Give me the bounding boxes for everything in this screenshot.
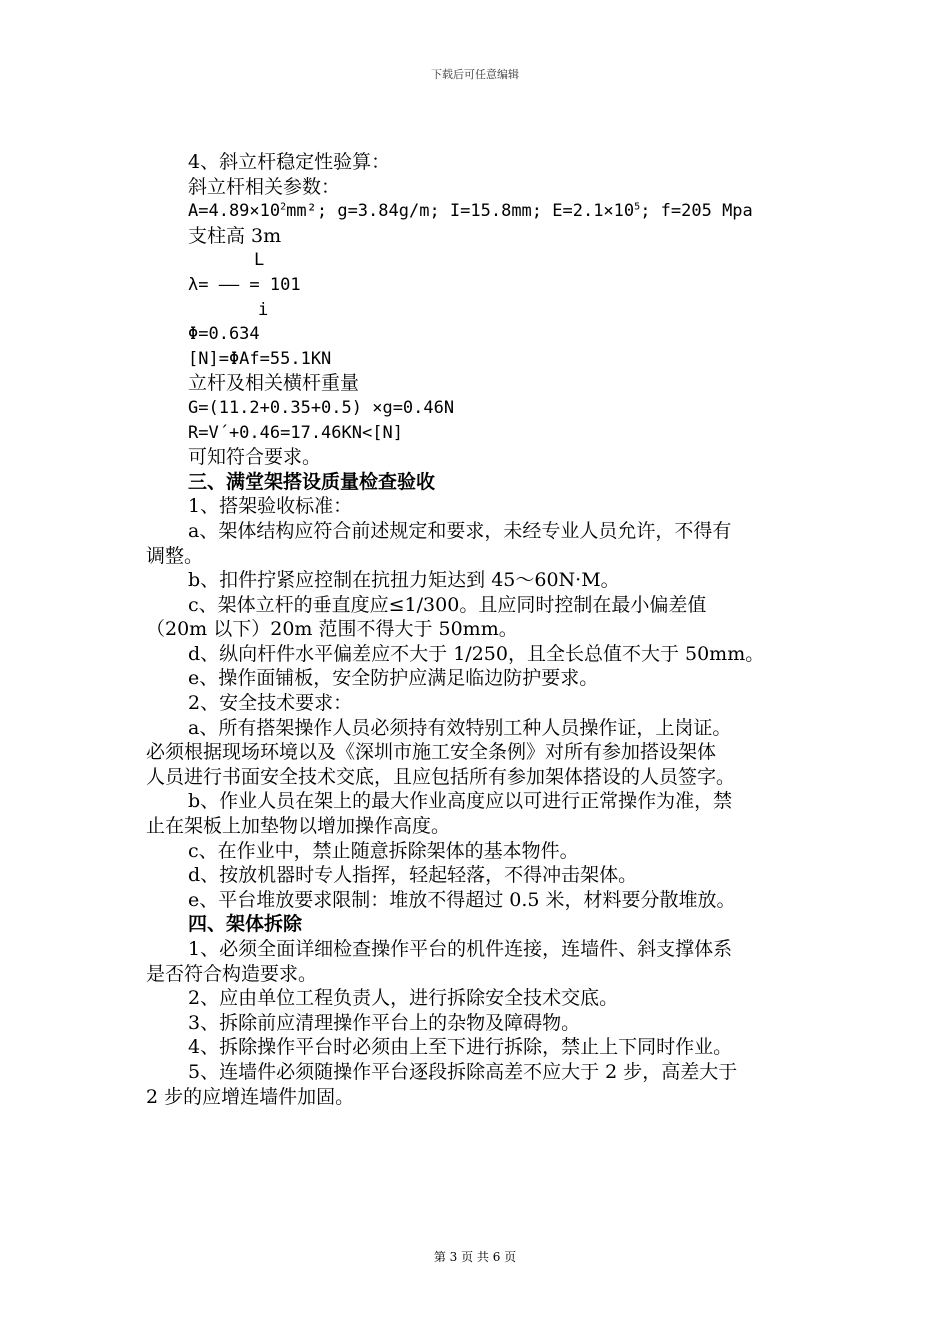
- safety-b-line2: 止在架板上加垫物以增加操作高度。: [146, 815, 451, 838]
- page-header: 下载后可任意编辑: [431, 68, 519, 81]
- safety-title: 2、安全技术要求：: [188, 692, 353, 715]
- section-4b-heading: 四、架体拆除: [188, 913, 303, 936]
- dismantle-3: 3、拆除前应清理操作平台上的杂物及障碍物。: [188, 1011, 581, 1034]
- safety-a-line2: 必须根据现场环境以及《深圳市施工安全条例》对所有参加搭设架体: [146, 741, 717, 764]
- standard-a-line2: 调整。: [146, 544, 204, 567]
- dismantle-4: 4、拆除操作平台时必须由上至下进行拆除，禁止上下同时作业。: [188, 1036, 733, 1059]
- params-line: $A=4.89\times 10^2mm^2$; g=3.84g/m; I=15.8mm; $E=2.1\times 10^5$; f=205 Mpa: [188, 201, 753, 222]
- safety-d: d、按放机器时专人指挥，轻起轻落，不得冲击架体。: [188, 864, 638, 887]
- standard-e: e、操作面铺板，安全防护应满足临边防护要求。: [188, 667, 599, 690]
- safety-c: c、在作业中，禁止随意拆除架体的基本物件。: [188, 839, 579, 862]
- standard-b: b、扣件拧紧应控制在抗扭力矩达到 45～60N·M。: [188, 569, 620, 592]
- section-4-title: 4、斜立杆稳定性验算：: [188, 151, 391, 173]
- fraction-numerator: L: [254, 250, 265, 271]
- standard-d: d、纵向杆件水平偏差应不大于 1/250，且全长总值不大于 50mm。: [188, 642, 765, 665]
- inspection-standard-title: 1、搭架验收标准：: [188, 495, 353, 518]
- r-formula: R=V´+0.46=17.46KN<[N]: [188, 422, 403, 443]
- standard-c-line1: c、架体立杆的垂直度应≤1/300。且应同时控制在最小偏差值: [188, 593, 707, 616]
- params-title: 斜立杆相关参数：: [188, 175, 341, 198]
- safety-e: e、平台堆放要求限制：堆放不得超过 0.5 米，材料要分散堆放。: [188, 888, 736, 911]
- weight-title: 立杆及相关横杆重量: [188, 372, 360, 395]
- page-footer: 第 3 页 共 6 页: [433, 1250, 517, 1264]
- dismantle-1-line1: 1、必须全面详细检查操作平台的机件连接，连墙件、斜支撑体系: [188, 938, 733, 960]
- dismantle-2: 2、应由单位工程负责人，进行拆除安全技术交底。: [188, 987, 619, 1010]
- dismantle-5-line1: 5、连墙件必须随操作平台逐段拆除高差不应大于 2 步，高差大于: [188, 1060, 738, 1083]
- safety-a-line3: 人员进行书面安全技术交底，且应包括所有参加架体搭设的人员签字。: [146, 765, 736, 788]
- phi-value: Φ=0.634: [188, 324, 260, 345]
- safety-a-line1: a、所有搭架操作人员必须持有效特别工种人员操作证，上岗证。: [188, 716, 732, 739]
- dismantle-5-line2: 2 步的应增连墙件加固。: [146, 1085, 355, 1108]
- conclusion: 可知符合要求。: [188, 446, 322, 469]
- support-height: 支柱高 3m: [188, 224, 282, 247]
- standard-a-line1: a、架体结构应符合前述规定和要求，未经专业人员允许，不得有: [188, 519, 732, 542]
- standard-c-line2: （20m 以下）20m 范围不得大于 50mm。: [146, 618, 518, 641]
- section-3-heading: 三、满堂架搭设质量检查验收: [188, 470, 436, 493]
- n-formula: [N]=ΦAf=55.1KN: [188, 348, 332, 369]
- dismantle-1-line2: 是否符合构造要求。: [146, 962, 318, 985]
- lambda-formula: λ= —— = 101: [188, 274, 301, 295]
- fraction-denominator: i: [258, 299, 269, 320]
- g-formula: G=(11.2+0.35+0.5) ×g=0.46N: [188, 397, 455, 418]
- safety-b-line1: b、作业人员在架上的最大作业高度应以可进行正常操作为准，禁: [188, 790, 733, 813]
- document-body: [146, 150, 834, 1109]
